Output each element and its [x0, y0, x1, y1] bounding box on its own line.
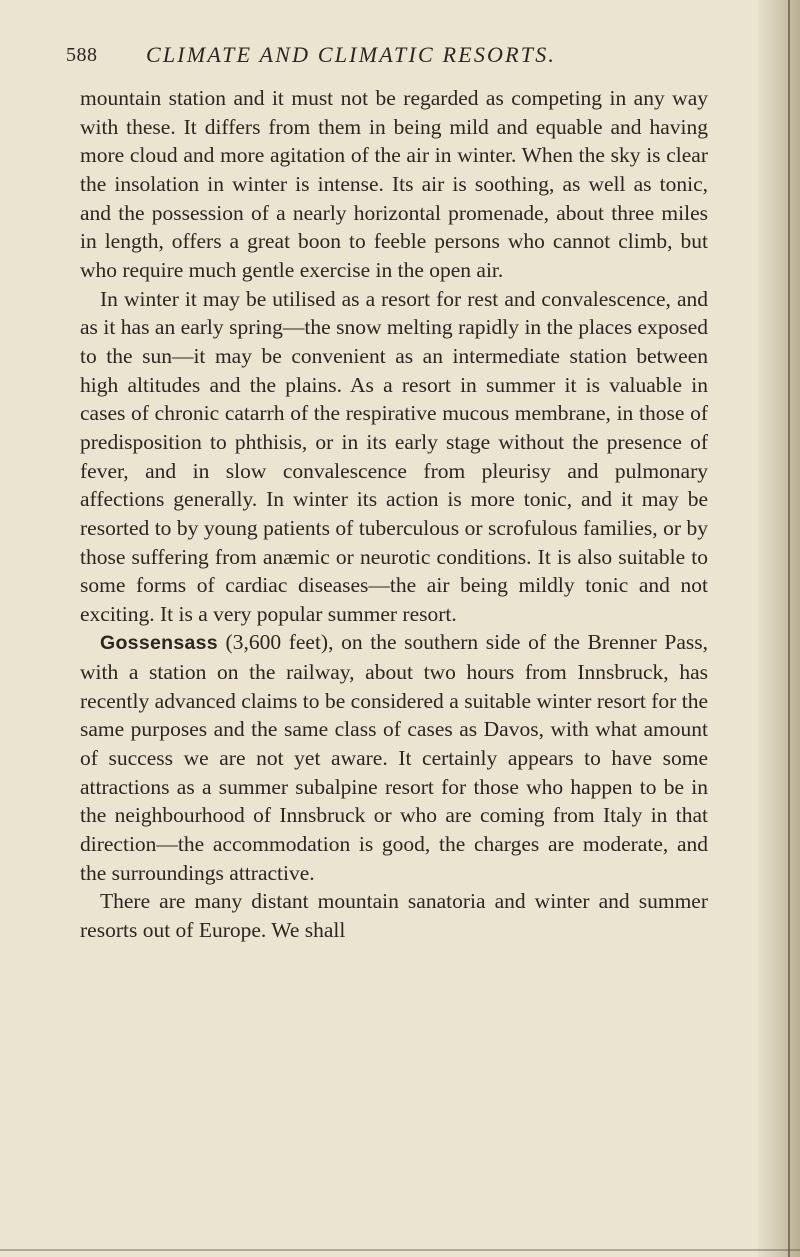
page-number: 588 — [66, 44, 98, 66]
paragraph-2: In winter it may be utilised as a resort for rest and convalescence, and as it has an early spring—the snow melting rapidly in the places exposed to the sun—it may be convenient as an intermediate station between high altitudes and the plains. As a resort in summer it is valuable in cases of chronic catarrh of the respirative mucous membrane, in those of predisposition to phthisis, or in its early stage without the presence of fever, and in slow convalescence from pleurisy and pulmonary affections generally. In winter its action is more tonic, and it may be resorted to by young patients of tuberculous or scrofulous families, or by those suffering from anæmic or neurotic conditions. It is also suitable to some forms of cardiac diseases—the air being mildly tonic and not exciting. It is a very popular summer resort. — [80, 286, 708, 626]
paragraph-1: mountain station and it must not be regarded as competing in any way with these. It differs from them in being mild and equable and having more cloud and more agitation of the air in winter. When the sky is clear the insolation in winter is intense. Its air is soothing, as well as tonic, and the possession of a nearly horizontal promenade, about three miles in length, offers a great boon to feeble persons who cannot climb, but who require much gentle exercise in the open air. — [80, 86, 708, 282]
binding-edge-line — [788, 0, 790, 1257]
paragraph-4: There are many distant mountain sanatoria and winter and summer resorts out of Europe. We shall — [80, 889, 708, 943]
page-header — [66, 40, 726, 74]
running-title: CLIMATE AND CLIMATIC RESORTS. — [146, 42, 557, 67]
page-gutter-shadow — [758, 0, 800, 1257]
page-bottom-edge — [0, 1249, 800, 1251]
paragraph-3-text: (3,600 feet), on the southern side of the Brenner Pass, with a station on the railway, about two hours from Innsbruck, has recently advanced claims to be considered a suitable winter resort for the same purposes and the same class of cases as Davos, with what amount of success we are not yet aware. It certainly appears to have some attractions as a summer subalpine resort for those who happen to be in the neighbourhood of Innsbruck or who are coming from Italy in that direction—the accommodation is good, the charges are moderate, and the surroundings attractive. — [80, 630, 708, 885]
body-text — [80, 84, 708, 945]
resort-name-gossensass: Gossensass — [100, 632, 218, 655]
paragraph-3 — [80, 628, 708, 887]
